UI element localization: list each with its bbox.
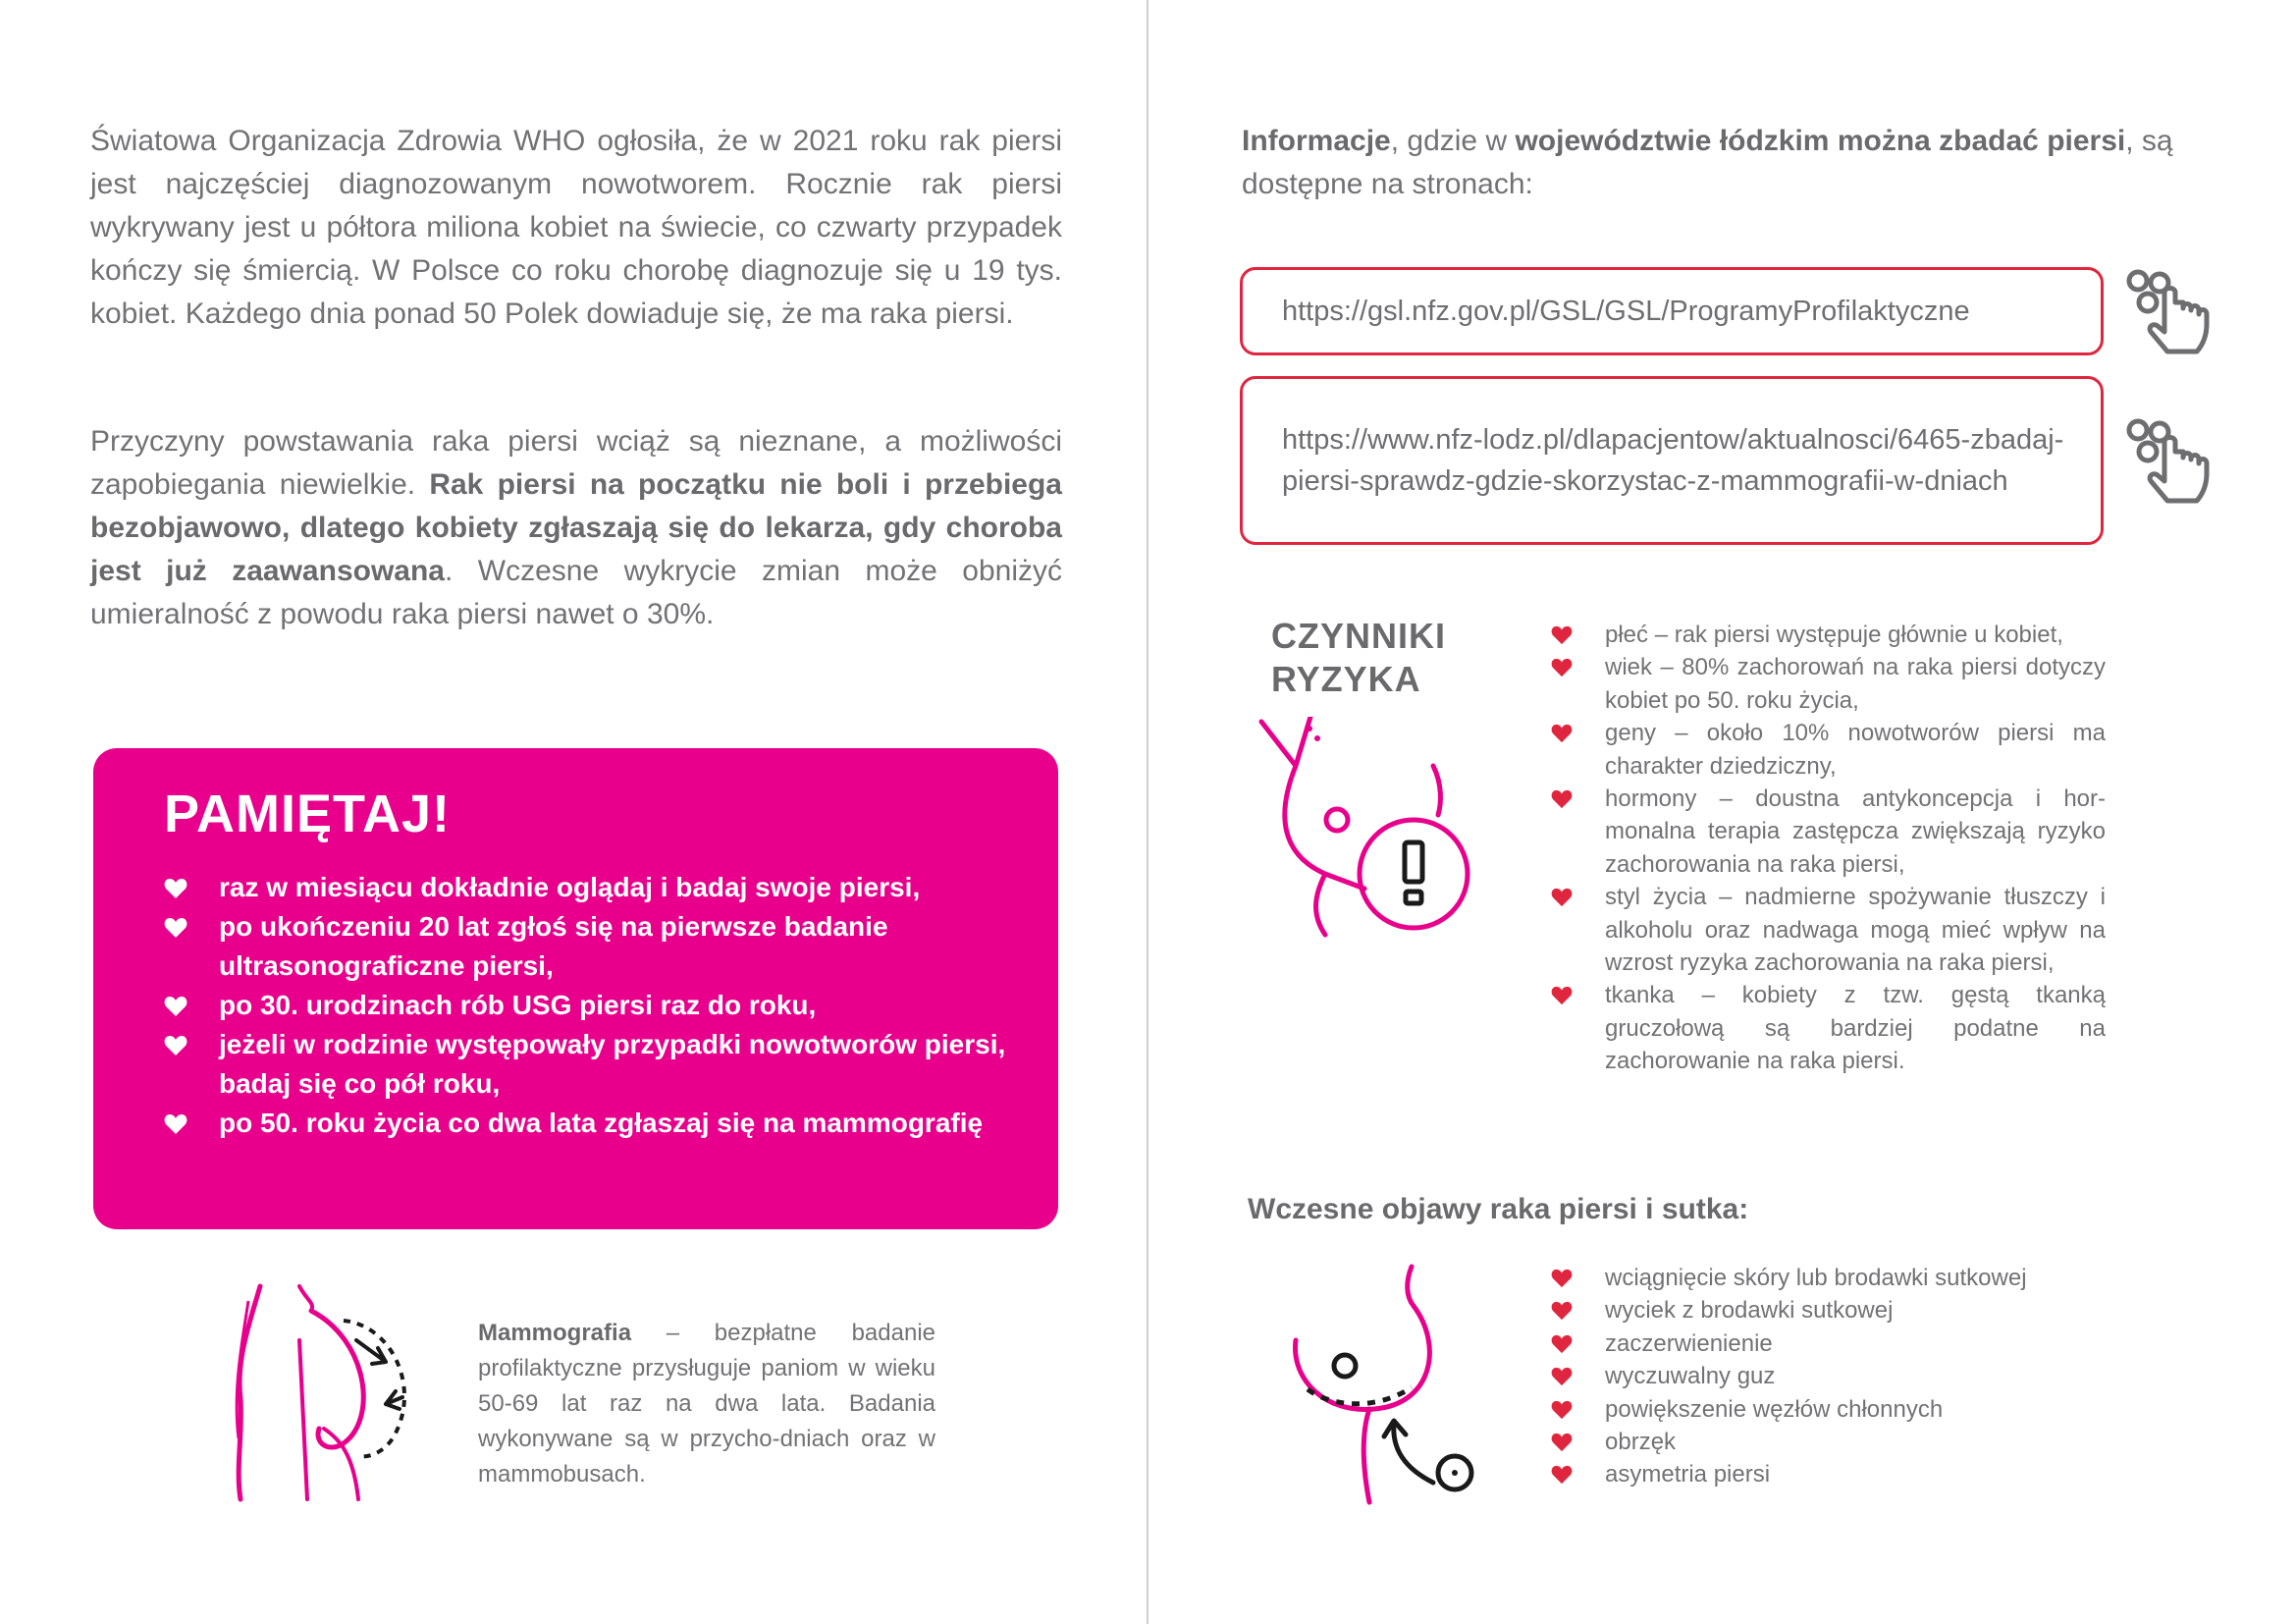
risk-item-text: wiek – 80% zachorowań na raka piersi dotyczy kobiet po 50. roku życia,: [1605, 654, 2106, 714]
nfz-gsl-link[interactable]: [1240, 267, 2104, 355]
risk-item: [1546, 717, 2106, 783]
remember-list: [152, 868, 1016, 1143]
heart-icon: [1551, 789, 1573, 809]
info-paragraph: [1242, 120, 2214, 206]
remember-item-text: jeżeli w rodzinie występowały przypadki nowotworów piersi, badaj się co pół roku,: [219, 1029, 1006, 1099]
info-bold-2: województwie łódzkim można zbadać piersi: [1515, 125, 2126, 157]
heart-icon: [1551, 724, 1573, 743]
symptom-item-text: wciągnięcie skóry lub brodawki sutkowej: [1605, 1265, 2027, 1291]
remember-item-text: po 30. urodzinach rób USG piersi raz do roku,: [219, 990, 817, 1020]
symptom-item: [1546, 1262, 2106, 1294]
causes-text-bold: Rak piersi na początku nie boli i przebiega bezobjawowo, dlatego kobiety zgłaszają się do lekarza, gdy choroba jest już zaawansowana: [90, 468, 1062, 587]
heart-icon: [1551, 1334, 1573, 1354]
symptom-item: [1546, 1458, 2106, 1490]
symptom-item-text: asymetria piersi: [1605, 1461, 1771, 1489]
causes-text-end: . Wczesne wykrycie zmian może obniżyć umieralność z powodu raka piersi nawet o 30%.: [90, 555, 1062, 630]
heart-icon: [1551, 625, 1573, 645]
heart-icon: [1551, 986, 1573, 1005]
intro-paragraph: Światowa Organizacja Zdrowia WHO ogłosiła, że w 2021 roku rak piersi jest najczęściej diagnozowanym nowotworem. Rocznie rak piersi wykrywany jest u półtora miliona kobiet na świecie, co czwarty przypadek kończy się śmiercią. W Polsce co roku chorobę diagnozuje się u 19 tys. kobiet. Każdego dnia ponad 50 Polek dowiaduje się, że ma raka piersi.: [90, 125, 1062, 330]
mammography-text: [478, 1316, 935, 1492]
remember-item-text: po 50. roku życia co dwa lata zgłaszaj się na mammografię: [219, 1108, 984, 1138]
heart-icon: [164, 1113, 187, 1135]
info-bold-1: Informacje: [1242, 125, 1391, 157]
breast-warning-icon: [1256, 717, 1492, 943]
mammography-term: Mammografia: [478, 1320, 632, 1346]
heart-icon: [1551, 1367, 1573, 1386]
mammography-breast-icon: [221, 1281, 437, 1502]
symptom-item: [1546, 1393, 2106, 1426]
heart-icon: [1551, 1269, 1573, 1288]
symptom-item-text: powiększenie węzłów chłonnych: [1605, 1395, 1944, 1423]
symptoms-title: Wczesne objawy raka piersi i sutka:: [1248, 1193, 1749, 1225]
risk-title-line: CZYNNIKI: [1271, 616, 1446, 656]
risk-item: [1546, 881, 2106, 979]
risk-item: [1546, 651, 2106, 717]
remember-item: [152, 907, 1016, 986]
hand-pointer-click-icon[interactable]: [2120, 263, 2218, 361]
mammography-description: – bezpłatne badanie profilaktyczne przysługuje paniom w wieku 50-69 lat raz na dwa lata. Badania wykonywane są w przycho-dniach oraz w mammobusach.: [478, 1320, 935, 1488]
right-page: [1148, 0, 2296, 1624]
remember-item-text: po ukończeniu 20 lat zgłoś się na pierwsze badanie ultrasonograficzne piersi,: [219, 911, 888, 981]
symptom-item: [1546, 1426, 2106, 1458]
symptom-item-text: zaczerwienienie: [1605, 1329, 1773, 1357]
remember-box: [93, 748, 1058, 1229]
symptom-item-text: obrzęk: [1605, 1429, 1677, 1456]
remember-title: PAMIĘTAJ!: [164, 785, 451, 843]
remember-item-text: raz w miesiącu dokładnie oglądaj i badaj swoje piersi,: [219, 872, 921, 902]
symptoms-list: [1546, 1262, 2106, 1491]
risk-item-text: geny – około 10% nowotworów piersi ma charakter dziedziczny,: [1605, 720, 2106, 780]
risk-item: [1546, 979, 2106, 1077]
remember-item: [152, 868, 1016, 907]
heart-icon: [1551, 888, 1573, 907]
heart-icon: [164, 1035, 187, 1056]
remember-item: [152, 986, 1016, 1025]
heart-icon: [1551, 658, 1573, 677]
heart-icon: [1551, 1465, 1573, 1485]
risk-item-text: płeć – rak piersi występuje głównie u kobiet,: [1605, 622, 2063, 648]
risk-factors-title: [1271, 615, 1446, 701]
heart-icon: [1551, 1301, 1573, 1321]
risk-factors-list: [1546, 619, 2106, 1078]
risk-item-text: tkanka – kobiety z tzw. gęstą tkanką gruczołową są bardziej podatne na zachorowanie na raka piersi.: [1605, 982, 2106, 1075]
link-text[interactable]: https://gsl.nfz.gov.pl/GSL/GSL/ProgramyProfilaktyczne: [1282, 296, 1970, 327]
symptom-item-text: wyciek z brodawki sutkowej: [1605, 1297, 1894, 1325]
hand-pointer-click-icon[interactable]: [2120, 412, 2218, 511]
symptom-item: [1546, 1327, 2106, 1360]
symptom-item: [1546, 1360, 2106, 1392]
remember-item: [152, 1104, 1016, 1143]
link-text[interactable]: https://www.nfz-lodz.pl/dlapacjentow/aktualnosci/6465-zbadaj-piersi-sprawdz-gdzie-skorzystac-z-mammografii-w-dniach: [1282, 424, 2064, 497]
heart-icon: [164, 878, 187, 899]
risk-item-text: hormony – doustna antykoncepcja i hor-monalna terapia zastępcza zwiększają ryzyko zachorowania na raka piersi,: [1605, 785, 2106, 878]
symptom-item-text: wyczuwalny guz: [1605, 1363, 1776, 1390]
causes-text-start: Przyczyny powstawania raka piersi wciąż są nieznane, a możliwości zapobiegania niewielkie.: [90, 425, 1062, 501]
nfz-lodz-link[interactable]: [1240, 376, 2104, 545]
risk-title-line: RYZYKA: [1271, 659, 1421, 699]
heart-icon: [1551, 1433, 1573, 1452]
info-text-1: , gdzie w: [1390, 125, 1516, 157]
remember-item: [152, 1025, 1016, 1104]
heart-icon: [1551, 1400, 1573, 1420]
breast-self-exam-icon: [1276, 1262, 1512, 1507]
risk-item: [1546, 619, 2106, 651]
symptom-item: [1546, 1294, 2106, 1326]
risk-item-text: styl życia – nadmierne spożywanie tłuszczy i alkoholu oraz nadwaga mogą mieć wpływ na wzrost ryzyka zachorowania na raka piersi,: [1605, 884, 2106, 977]
heart-icon: [164, 917, 187, 939]
causes-paragraph: [90, 420, 1062, 636]
risk-item: [1546, 783, 2106, 881]
left-page: [0, 0, 1147, 1624]
info-text-2: , są dostępne na stronach:: [1242, 125, 2173, 200]
heart-icon: [164, 996, 187, 1017]
